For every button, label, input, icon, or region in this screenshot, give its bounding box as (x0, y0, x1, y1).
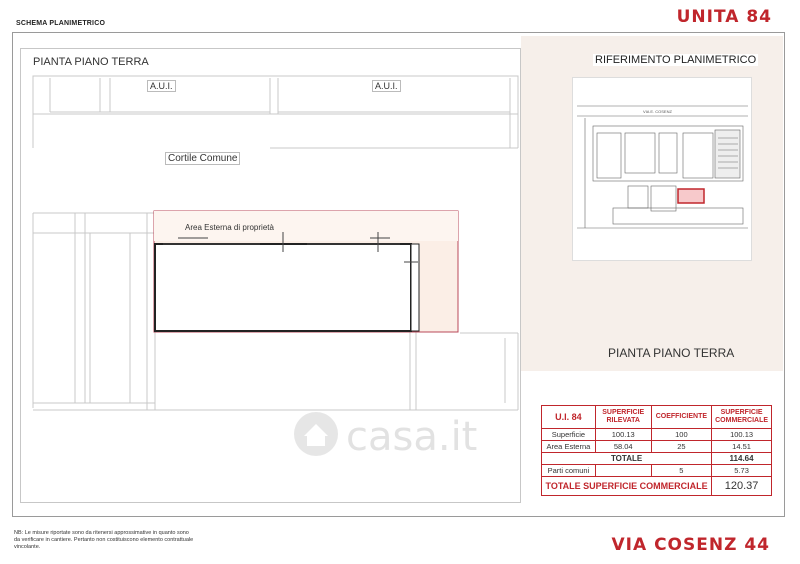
row-rilevata: 58.04 (595, 441, 651, 453)
unit-title: UNITA 84 (676, 7, 772, 27)
totale-label: TOTALE (542, 453, 712, 465)
row-coeff: 25 (651, 441, 712, 453)
aui-label-right: A.U.I. (372, 80, 401, 92)
row-commerciale: 5.73 (712, 465, 772, 477)
row-commerciale: 14.51 (712, 441, 772, 453)
table-row (542, 441, 772, 453)
table-header: SUPERFICIE COMMERCIALE (712, 406, 772, 429)
grand-total-value: 120.37 (712, 477, 772, 496)
row-label: Superficie (542, 429, 596, 441)
table-header: COEFFICIENTE (651, 406, 712, 429)
row-rilevata (595, 465, 651, 477)
surface-table (541, 405, 772, 496)
row-label: Area Esterna (542, 441, 596, 453)
area-esterna-label: Area Esterna di proprietà (185, 223, 274, 232)
totale-row (542, 453, 772, 465)
table-header-row (542, 406, 772, 429)
row-label: Parti comuni (542, 465, 596, 477)
cortile-label: Cortile Comune (165, 152, 240, 165)
reference-map-drawing (573, 78, 751, 260)
grand-total-row (542, 477, 772, 496)
table-row (542, 465, 772, 477)
aui-label-left: A.U.I. (147, 80, 176, 92)
table-header: SUPERFICIE RILEVATA (595, 406, 651, 429)
street-address: VIA COSENZ 44 (611, 535, 770, 555)
watermark (290, 406, 510, 467)
watermark-logo (290, 406, 510, 462)
plan-title: PIANTA PIANO TERRA (33, 56, 149, 68)
grand-total-label: TOTALE SUPERFICIE COMMERCIALE (542, 477, 712, 496)
row-rilevata: 100.13 (595, 429, 651, 441)
reference-map (572, 77, 752, 261)
row-commerciale: 100.13 (712, 429, 772, 441)
row-coeff: 100 (651, 429, 712, 441)
row-coeff: 5 (651, 465, 712, 477)
reference-title: RIFERIMENTO PLANIMETRICO (595, 54, 757, 66)
svg-text:casa.it: casa.it (346, 414, 478, 460)
reference-street-text: VIA E. COSENZ (643, 109, 672, 114)
reference-floor-label: PIANTA PIANO TERRA (608, 346, 735, 360)
table-header: U.I. 84 (542, 406, 596, 429)
totale-value: 114.64 (712, 453, 772, 465)
disclaimer-note: NB: Le misure riportate sono da ritenersi approssimative in quanto sono da verificare in cantiere. Pertanto non costituiscono elemento contrattuale vincolante. (14, 530, 194, 550)
table-row (542, 429, 772, 441)
section-label: SCHEMA PLANIMETRICO (16, 20, 106, 27)
